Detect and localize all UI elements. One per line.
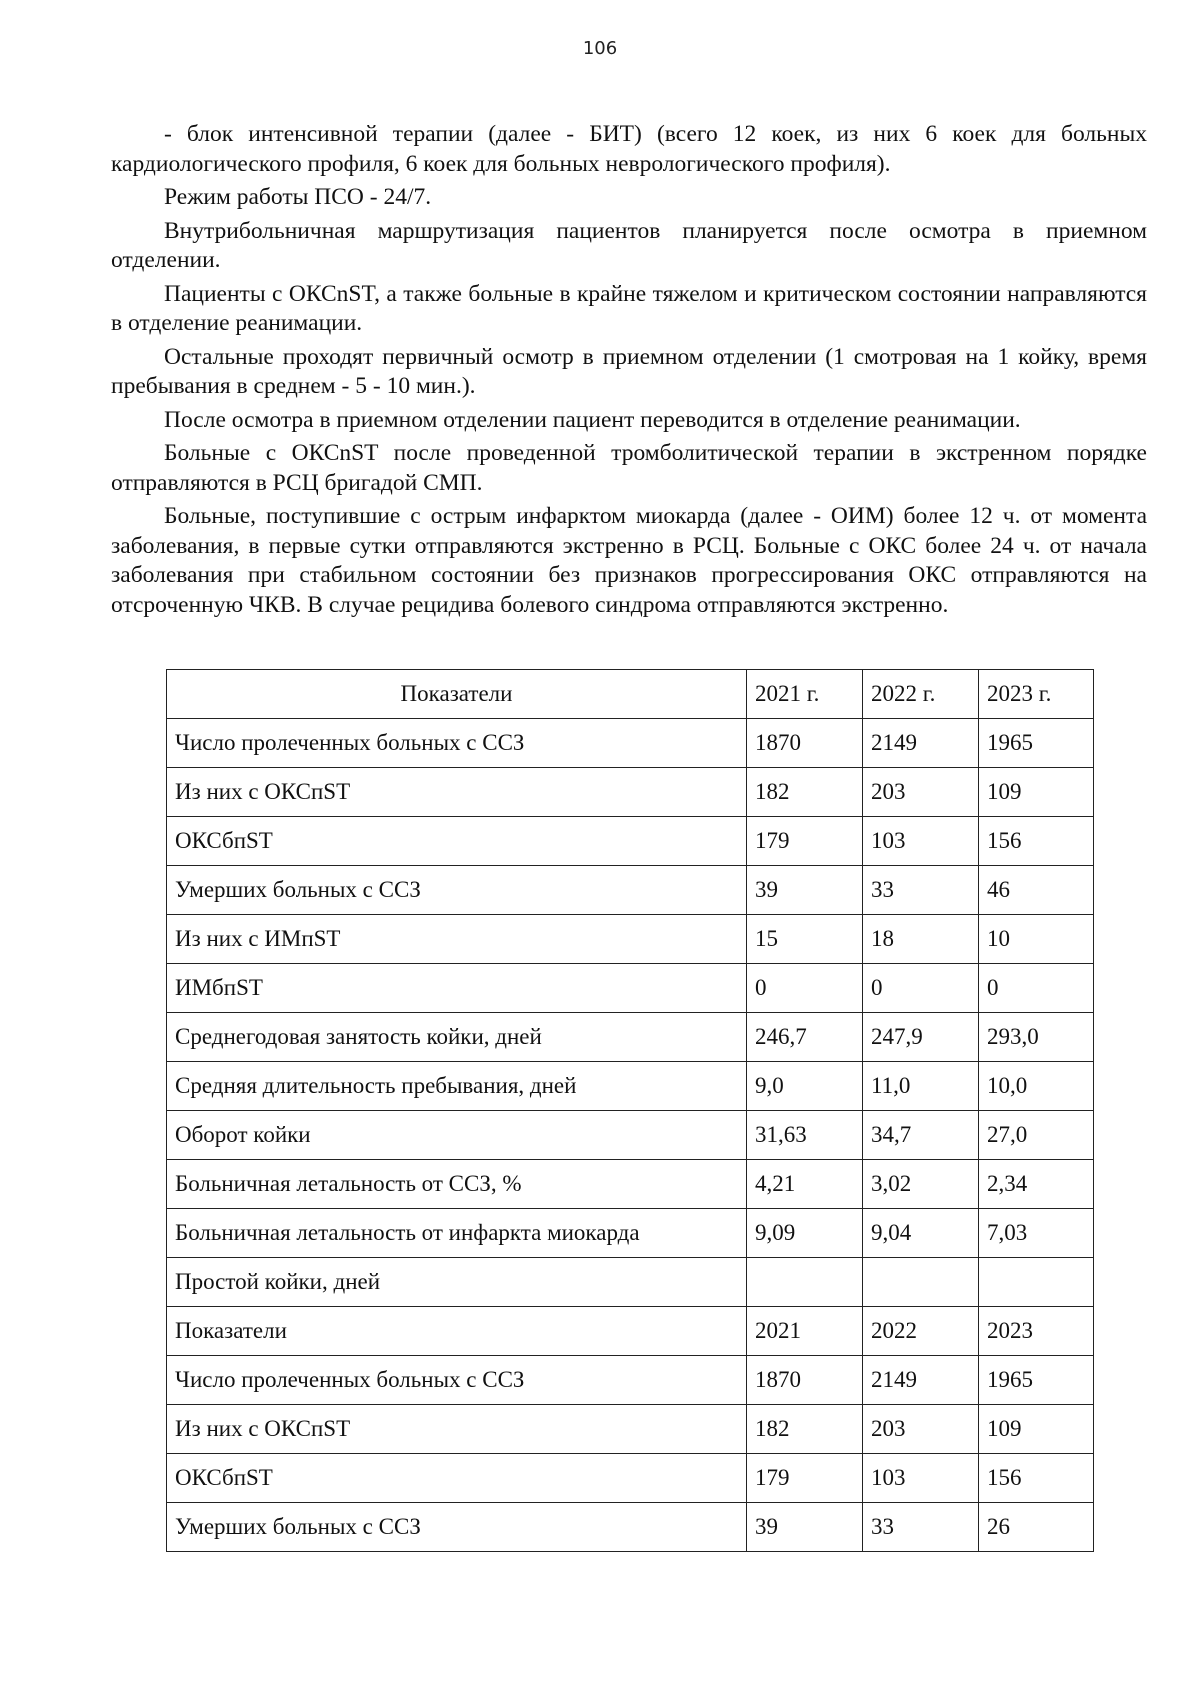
table-cell: 203	[863, 768, 979, 817]
table-cell: 2022	[863, 1307, 979, 1356]
table-row	[167, 915, 1094, 964]
table-row	[167, 1356, 1094, 1405]
table-cell: 18	[863, 915, 979, 964]
table-row	[167, 1454, 1094, 1503]
table-cell: 33	[863, 1503, 979, 1552]
table-cell: 156	[979, 1454, 1094, 1503]
table-cell: 179	[747, 1454, 863, 1503]
table-cell: 34,7	[863, 1111, 979, 1160]
table-row	[167, 964, 1094, 1013]
indicators-table	[166, 669, 1094, 1552]
table-cell: 1870	[747, 719, 863, 768]
table-cell: 26	[979, 1503, 1094, 1552]
table-row	[167, 1209, 1094, 1258]
table-row	[167, 1013, 1094, 1062]
indicators-table-body	[167, 670, 1094, 1552]
table-cell: Среднегодовая занятость койки, дней	[167, 1013, 747, 1062]
table-cell: 1870	[747, 1356, 863, 1405]
table-header-row	[167, 670, 1094, 719]
paragraph-oim: Больные, поступившие с острым инфарктом миокарда (далее - ОИМ) более 12 ч. от момента заболевания, в первые сутки отправляются экстренно в РСЦ. Больные с ОКС более 24 ч. от начала заболевания при стабильном состоянии без признаков прогрессирования ОКС отправляются на отсроченную ЧКВ. В случае рецидива болевого синдрома отправляются экстренно.	[111, 503, 1147, 618]
table-cell: Число пролеченных больных с ССЗ	[167, 719, 747, 768]
table-cell: 246,7	[747, 1013, 863, 1062]
table-cell: Больничная летальность от инфаркта миокарда	[167, 1209, 747, 1258]
table-cell: 247,9	[863, 1013, 979, 1062]
table-cell: 27,0	[979, 1111, 1094, 1160]
table-cell: 156	[979, 817, 1094, 866]
table-row	[167, 1503, 1094, 1552]
table-cell: 39	[747, 866, 863, 915]
table-cell: 7,03	[979, 1209, 1094, 1258]
table-cell: 11,0	[863, 1062, 979, 1111]
table-cell: Оборот койки	[167, 1111, 747, 1160]
table-cell	[747, 1258, 863, 1307]
table-cell: Простой койки, дней	[167, 1258, 747, 1307]
paragraph-bit: - блок интенсивной терапии (далее - БИТ) (всего 12 коек, из них 6 коек для больных кардиологического профиля, 6 коек для больных неврологического профиля).	[111, 121, 1147, 177]
table-cell: ИМбпST	[167, 964, 747, 1013]
table-cell: Число пролеченных больных с ССЗ	[167, 1356, 747, 1405]
table-cell: Из них с ОКСпST	[167, 1405, 747, 1454]
table-cell: Умерших больных с ССЗ	[167, 1503, 747, 1552]
table-cell	[863, 1258, 979, 1307]
table-cell: 10	[979, 915, 1094, 964]
table-cell: 1965	[979, 1356, 1094, 1405]
table-cell: 46	[979, 866, 1094, 915]
table-cell: 9,0	[747, 1062, 863, 1111]
table-cell: 103	[863, 1454, 979, 1503]
table-cell: 2021	[747, 1307, 863, 1356]
paragraph-reanimation: Пациенты с ОКСnST, а также больные в крайне тяжелом и критическом состоянии направляются в отделение реанимации.	[111, 280, 1147, 336]
table-row	[167, 1258, 1094, 1307]
table-row	[167, 1062, 1094, 1111]
table-cell: 10,0	[979, 1062, 1094, 1111]
table-row	[167, 817, 1094, 866]
table-cell: 2023 г.	[979, 670, 1094, 719]
table-cell: 15	[747, 915, 863, 964]
table-cell: 179	[747, 817, 863, 866]
paragraph-transfer: После осмотра в приемном отделении пациент переводится в отделение реанимации.	[164, 406, 1021, 433]
table-cell: Показатели	[167, 670, 747, 719]
table-cell: Из них с ИМпST	[167, 915, 747, 964]
table-cell: 39	[747, 1503, 863, 1552]
table-cell: 1965	[979, 719, 1094, 768]
table-cell: ОКСбпST	[167, 817, 747, 866]
table-row	[167, 1405, 1094, 1454]
table-cell	[979, 1258, 1094, 1307]
table-cell: 31,63	[747, 1111, 863, 1160]
table-row	[167, 719, 1094, 768]
table-cell: Показатели	[167, 1307, 747, 1356]
table-cell: Средняя длительность пребывания, дней	[167, 1062, 747, 1111]
table-cell: ОКСбпST	[167, 1454, 747, 1503]
table-cell: 0	[863, 964, 979, 1013]
table-cell: 2149	[863, 719, 979, 768]
table-cell: 2149	[863, 1356, 979, 1405]
table-cell: Больничная летальность от ССЗ, %	[167, 1160, 747, 1209]
table-cell: 4,21	[747, 1160, 863, 1209]
table-cell: Из них с ОКСпST	[167, 768, 747, 817]
table-cell: 2022 г.	[863, 670, 979, 719]
paragraph-routing: Внутрибольничная маршрутизация пациентов планируется после осмотра в приемном отделении.	[111, 217, 1147, 273]
table-cell: 103	[863, 817, 979, 866]
table-row	[167, 768, 1094, 817]
table-cell: 0	[747, 964, 863, 1013]
body-text	[111, 120, 1147, 624]
table-cell: Умерших больных с ССЗ	[167, 866, 747, 915]
table-cell: 182	[747, 1405, 863, 1454]
table-cell: 109	[979, 768, 1094, 817]
table-cell: 293,0	[979, 1013, 1094, 1062]
table-cell: 3,02	[863, 1160, 979, 1209]
table-cell: 2023	[979, 1307, 1094, 1356]
table-cell: 9,09	[747, 1209, 863, 1258]
paragraph-thrombolysis: Больные с ОКСnST после проведенной тромболитической терапии в экстренном порядке отправляются в РСЦ бригадой СМП.	[111, 440, 1147, 496]
table-cell: 2021 г.	[747, 670, 863, 719]
table-cell: 9,04	[863, 1209, 979, 1258]
table-row	[167, 1160, 1094, 1209]
table-cell: 0	[979, 964, 1094, 1013]
table-cell: 182	[747, 768, 863, 817]
table-row	[167, 1307, 1094, 1356]
paragraph-work-mode: Режим работы ПСО - 24/7.	[164, 184, 432, 210]
paragraph-primary-exam: Остальные проходят первичный осмотр в приемном отделении (1 смотровая на 1 койку, время пребывания в среднем - 5 - 10 мин.).	[111, 343, 1147, 399]
table-cell: 2,34	[979, 1160, 1094, 1209]
table-cell: 109	[979, 1405, 1094, 1454]
table-cell: 33	[863, 866, 979, 915]
table-row	[167, 866, 1094, 915]
table-row	[167, 1111, 1094, 1160]
page-number: 106	[582, 38, 618, 59]
table-cell: 203	[863, 1405, 979, 1454]
